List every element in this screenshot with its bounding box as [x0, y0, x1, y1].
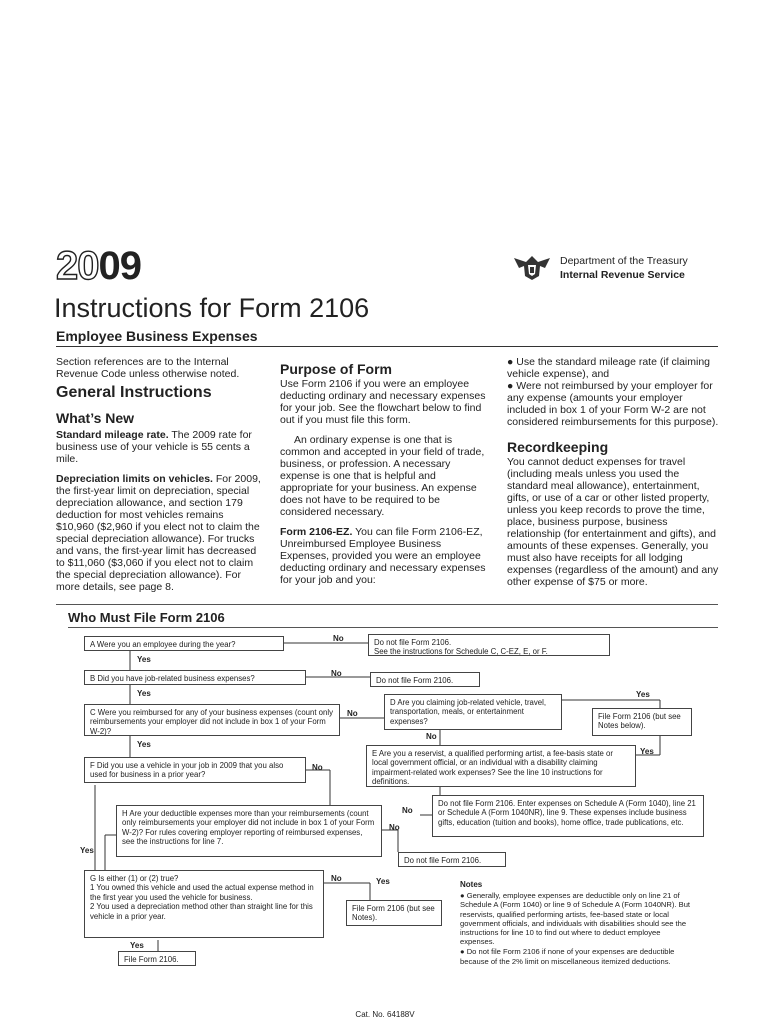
- note-1: ● Generally, employee expenses are deductible only on line 21 of Schedule A (Form 1040) or line 9 of Schedule A (Form 1040NR). But reservists, qualified performing artists, fee-based state or local government officials, and individuals with disabilities should see the instructions for line 10 to find out where to deduct employee expenses.: [460, 891, 691, 947]
- flow-box-g: G Is either (1) or (2) true? 1 You owned this vehicle and used the actual expense method in the first year you used the vehicle for business. 2 You used a depreciation method other than straight line for this vehicle in a prior year.: [84, 870, 324, 938]
- flow-box-g-yes: File Form 2106.: [118, 951, 196, 966]
- flow-box-h-no: Do not file Form 2106.: [398, 852, 506, 867]
- flow-d-no-label: No: [426, 732, 437, 741]
- flow-box-e: E Are you a reservist, a qualified performing artist, a fee-basis state or local government official, or an individual with a disability claiming impairment-related work expenses? See the line 10 instructions for definitions.: [366, 745, 636, 787]
- flow-box-e-no: Do not file Form 2106. Enter expenses on Schedule A (Form 1040), line 21 or Schedule A (Form 1040NR), line 9. These expenses include business gifts, education (tuition and books), home office, trade publications, etc.: [432, 795, 704, 837]
- flow-c-yes-label: Yes: [137, 740, 151, 749]
- flow-a-yes-label: Yes: [137, 655, 151, 664]
- flow-box-a: A Were you an employee during the year?: [84, 636, 284, 651]
- depreciation-text: For 2009, the first-year limit on depreciation, special depreciation allowance, and section 179 deduction for most vehicles remains $10,960 ($2,960 if you elect not to claim the special depreciation allowance). For trucks and vans, the first-year limit has decreased to $11,060 ($3,060 if you elect not to claim the special depreciation allowance). For more details, see page 8.: [56, 473, 261, 593]
- flow-g-yes-label: Yes: [130, 941, 144, 950]
- flow-box-b: B Did you have job-related business expenses?: [84, 670, 306, 685]
- flow-b-yes-label: Yes: [137, 689, 151, 698]
- page-title: Instructions for Form 2106: [54, 293, 370, 323]
- mileage-text: The 2009 rate for business use of your vehicle is 55 cents a mile.: [56, 429, 252, 465]
- purpose-p1: Use Form 2106 if you were an employee deducting ordinary and necessary expenses for your job. See the flowchart below to find out if you must file this form.: [280, 378, 486, 426]
- purpose-heading: Purpose of Form: [280, 361, 393, 377]
- general-instructions-heading: General Instructions: [56, 384, 212, 401]
- flow-box-d: D Are you claiming job-related vehicle, travel, transportation, meals, or entertainment expenses?: [384, 694, 562, 730]
- recordkeeping-text: You cannot deduct expenses for travel (including meals unless you used the standard meal allowance), entertainment, gifts, or use of a car or other listed property, unless you keep records to prove the time, place, business purpose, business relationship (for entertainment and gifts), and amounts of these expenses. Generally, you must also have receipts for all lodging expenses (regardless of the amount) and any other expense of $75 or more.: [507, 456, 719, 588]
- recordkeeping-heading: Recordkeeping: [507, 439, 609, 455]
- flow-h-yes-label: Yes: [376, 877, 390, 886]
- bullet-2: ● Were not reimbursed by your employer for any expense (amounts your employer included in box 1 of your Form W-2 are not considered reimbursements for this purpose).: [507, 380, 719, 428]
- whats-new-heading: What’s New: [56, 410, 135, 426]
- flow-f-no-label: No: [312, 763, 323, 772]
- catalog-number: Cat. No. 64188V: [355, 1010, 415, 1019]
- flow-d-yes-label: Yes: [636, 690, 650, 699]
- flow-box-g-no: File Form 2106 (but see Notes).: [346, 900, 442, 926]
- flowchart-title: Who Must File Form 2106: [68, 610, 225, 625]
- flow-box-f: F Did you use a vehicle in your job in 2009 that you also used for business in a prior year?: [84, 757, 306, 783]
- flow-box-b-no: Do not file Form 2106.: [370, 672, 480, 687]
- note-2: ● Do not file Form 2106 if none of your expenses are deductible because of the 2% limit on miscellaneous itemized deductions.: [460, 947, 675, 966]
- flow-box-d-yes: File Form 2106 (but see Notes below).: [592, 708, 692, 736]
- flow-f-yes-label: Yes: [80, 846, 94, 855]
- mileage-lead: Standard mileage rate.: [56, 429, 169, 441]
- note-2-text: Do not file Form 2106 if none of your expenses are deductible because of the 2% limit on miscellaneous itemized deductions.: [460, 947, 675, 966]
- flow-box-c: C Were you reimbursed for any of your business expenses (count only reimbursements your employer did not include in box 1 of your Form W-2)?: [84, 704, 340, 736]
- flow-a-no-label: No: [333, 634, 344, 643]
- flow-b-no-label: No: [331, 669, 342, 678]
- agency-line1: Department of the Treasury: [560, 255, 688, 267]
- form-2106ez-text: You can file Form 2106-EZ, Unreimbursed Employee Business Expenses, provided you were an employee deducting ordinary and necessary expenses for your job and you:: [280, 526, 486, 586]
- section-references: Section references are to the Internal Revenue Code unless otherwise noted.: [56, 356, 240, 380]
- flow-e-yes-label: Yes: [640, 747, 654, 756]
- flow-h-no-label: No: [389, 823, 400, 832]
- agency-line2: Internal Revenue Service: [560, 269, 685, 281]
- bullet-2-text: Were not reimbursed by your employer for any expense (amounts your employer included in box 1 of your Form W-2 are not considered reimbursements for this purpose).: [507, 380, 719, 428]
- bullet-1-text: Use the standard mileage rate (if claiming vehicle expense), and: [507, 356, 711, 380]
- flow-box-a-no: Do not file Form 2106. See the instructions for Schedule C, C-EZ, E, or F.: [368, 634, 610, 656]
- year-prefix: 20: [56, 244, 99, 288]
- bullet-1: ● Use the standard mileage rate (if claiming vehicle expense), and: [507, 356, 711, 380]
- note-1-text: Generally, employee expenses are deductible only on line 21 of Schedule A (Form 1040) or line 9 of Schedule A (Form 1040NR). But reservists, qualified performing artists, fee-based state or local government officials, and individuals with disabilities should see the instructions for line 10 to find out where to deduct employee expenses.: [460, 891, 691, 947]
- flow-e-no-label: No: [402, 806, 413, 815]
- flow-g-no-label: No: [331, 874, 342, 883]
- form-2106ez-lead: Form 2106-EZ.: [280, 526, 353, 538]
- flow-box-h: H Are your deductible expenses more than your reimbursements (count only reimbursements your employer did not include in box 1 of your Form W-2)? For rules covering employer reporting of reimbursed expenses, see the instructions for line 7.: [116, 805, 382, 857]
- notes-heading: Notes: [460, 880, 483, 889]
- year-suffix: 09: [98, 244, 141, 288]
- notes-block: [460, 880, 696, 966]
- flow-c-no-label: No: [347, 709, 358, 718]
- page-subtitle: Employee Business Expenses: [56, 328, 258, 344]
- purpose-p2: An ordinary expense is one that is common and accepted in your field of trade, business, or profession. A necessary expense is one that is helpful and appropriate for your business. An expense does not have to be required to be considered necessary.: [280, 434, 485, 518]
- depreciation-lead: Depreciation limits on vehicles.: [56, 473, 213, 485]
